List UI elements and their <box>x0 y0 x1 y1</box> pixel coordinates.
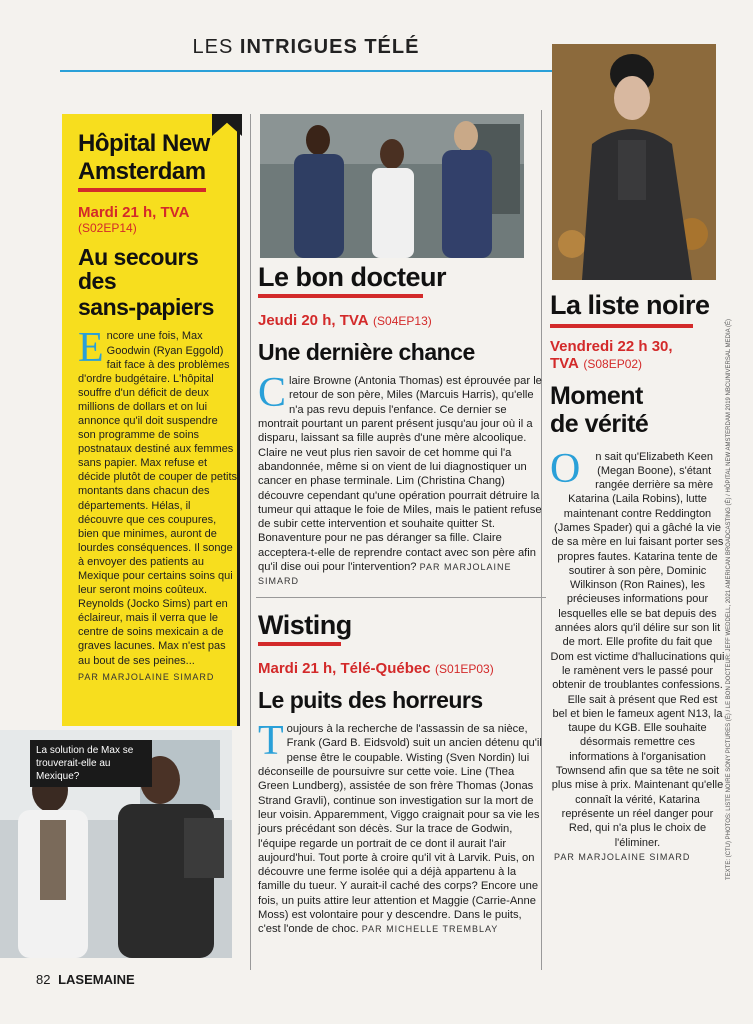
wisting-body <box>258 718 542 936</box>
bon-docteur-time: Jeudi 20 h, TVA <box>258 312 369 329</box>
bon-docteur-dropcap: C <box>258 370 287 417</box>
wisting-article <box>258 610 542 937</box>
wisting-headline: Le puits des horreurs <box>258 687 483 713</box>
wisting-byline: PAR MICHELLE TREMBLAY <box>361 924 499 935</box>
header-bold: INTRIGUES TÉLÉ <box>239 36 420 58</box>
wisting-redbar <box>258 642 341 646</box>
bon-docteur-body <box>258 370 542 588</box>
liste-noire-time-2: TVA <box>550 355 579 372</box>
bon-docteur-title: Le bon docteur <box>258 262 446 292</box>
liste-noire-time-1: Vendredi 22 h 30, <box>550 338 673 355</box>
hopital-byline: PAR MARJOLAINE SIMARD <box>78 671 215 682</box>
liste-noire-headline-2: de vérité <box>550 410 649 439</box>
liste-noire-dropcap: O <box>550 445 581 492</box>
liste-noire-body-2: Elle sait à présent que Red est bel et bien le fameux agent N13, la taupe du KGB. Elle souhaite désormais remettre ces informations à l'organisation Townsend afin que sa tête ne soit plus mise à prix. Maintenant qu'elle connaît la vérité, Katarina représente un réel danger pour Red, qui n'a plus le choix de l'éliminer. <box>551 693 724 849</box>
hopital-title-2: Amsterdam <box>78 158 206 185</box>
hopital-dropcap: E <box>78 325 104 372</box>
column-divider-left <box>250 114 251 970</box>
wisting-dropcap: T <box>258 718 284 765</box>
liste-noire-redbar <box>550 324 693 328</box>
bon-docteur-body-text: laire Browne (Antonia Thomas) est éprouvée par le retour de son père, Miles (Marcuis Harris), qu'elle n'a pas revu depuis l'enfance. Ce dernier se montrait pourtant un parent présent jusqu'au jour où il a disparu, laissant sa fille auprès d'une mère alcoolique. Claire ne veut plus rien savoir de cet homme qui l'a abandonnée, même si on vient de lui diagnostiquer un cancer en phase terminale. Lim (Christina Chang) découvre cependant qu'une opération pourrait détruire la tumeur qui attaque le foie de Miles, mais le patient refuse de subir cette intervention et souhaite quitter St. Bonaventure pour ne pas déranger sa fille. Claire acceptera-t-elle de reprendre contact avec son père afin qu'il dise oui pour l'intervention? <box>258 375 542 573</box>
header-prefix: LES <box>192 36 240 58</box>
wisting-body-text: oujours à la recherche de l'assassin de sa nièce, Frank (Gard B. Eidsvold) suit un ancien détenu qu'il pense être le coupable. Wisting (Sven Nordin) lui déconseille de poursuivre sur cette voie. Line (Thea Green Lundberg), assistée de son frère Thomas (Jonas Strand Gravli), continue son investigation sur la mort de leur voisin. Apparemment, Viggo craignait pour sa vie les jours précédant son décès. Sur la trace de Godwin, l'équipe regarde un portrait de ce dont il aurait l'air aujourd'hui. Tout porte à croire qu'il vit à Larvik. Puis, on découvre une ferme isolée qui a déjà appartenu à la famille du tueur. Y aurait-il caché des corps? Encore une fois, un puits attire leur attention et Maggie (Carrie-Anne Moss) est volontaire pour y descendre. Dans le puits, c'est l'onde de choc. <box>258 723 542 936</box>
hopital-caption: La solution de Max se trouverait-elle au Mexique? <box>30 740 152 787</box>
header-divider <box>60 70 552 72</box>
hopital-body-text: ncore une fois, Max Goodwin (Ryan Eggold) fait face à des problèmes d'ordre budgétaire. L'hôpital souffre d'un déficit de deux millions de dollars et on lui annonce qu'il doit suspendre son programme de soins postnataux destiné aux femmes sans papier. Max refuse et décide plutôt de couper de petits montants dans chacun des départements. Hélas, il découvre que ces coupures, bien que minimes, auront de lourdes conséquences. Il songe à envoyer des patients au Mexique pour certains soins qui leur seront moins coûteux. Reynolds (Jocko Sims) part en éclaireur, mais il verra que le centre de soins mexicain a de graves lacunes. Max n'est pas au bout de ses peines... <box>78 330 238 667</box>
bon-docteur-article <box>258 262 542 589</box>
hopital-body <box>78 325 238 667</box>
bon-docteur-byline: PAR MARJOLAINE SIMARD <box>258 562 512 587</box>
hopital-title-1: Hôpital New <box>78 130 210 157</box>
bon-docteur-episode: (S04EP13) <box>373 314 432 328</box>
section-header <box>60 36 552 59</box>
footer-brand: LASEMAINE <box>58 972 135 987</box>
liste-noire-byline: PAR MARJOLAINE SIMARD <box>554 851 691 862</box>
photo-credits-text: TEXTE: (CTU) PHOTOS: LISTE NOIRE SONY PICTURES (É) / LE BON DOCTEUR: JEFF WEDDELL, 2021 AMERICAN BROADCASTING (É) / HÔPITAL NEW AMSTERDAM 2019 NBCUNIVERSAL MEDIA (É) <box>726 319 732 880</box>
liste-noire-body-1: n sait qu'Elizabeth Keen (Megan Boone), s'étant rangée derrière sa mère Katarina (Laila Robins), lutte maintenant contre Reddington (James Spader) qui a gâché la vie de sa mère en lui faisant porter ses propres fautes. Katarina tente de soutirer à son père, Dominic Wilkinson (Ron Raines), les précieuses informations pour lesquelles elle se bat depuis des années alors qu'il délire sur son lit de mort. Elle profite du fait que Dom est victime d'hallucinations qui le ramènent vers le passé pour obtenir de troublantes confessions. <box>550 450 725 692</box>
hopital-headline-2: sans-papiers <box>78 294 214 321</box>
photo-credits <box>726 319 736 880</box>
hopital-time: Mardi 21 h, TVA <box>78 204 190 221</box>
liste-noire-title: La liste noire <box>550 290 710 320</box>
wisting-episode: (S01EP03) <box>435 662 494 676</box>
hopital-episode: (S02EP14) <box>78 221 137 235</box>
page-footer <box>36 972 135 987</box>
bon-docteur-redbar <box>258 294 423 298</box>
liste-noire-episode: (S08EP02) <box>583 357 643 371</box>
bon-docteur-photo <box>260 114 524 258</box>
liste-noire-headline-1: Moment <box>550 382 643 410</box>
wisting-time: Mardi 21 h, Télé-Québec <box>258 660 431 677</box>
liste-noire-body <box>550 445 725 693</box>
bon-docteur-headline: Une dernière chance <box>258 339 475 365</box>
wisting-title: Wisting <box>258 610 352 640</box>
page-number: 82 <box>36 972 51 987</box>
liste-noire-photo <box>552 44 716 280</box>
section-divider <box>256 597 546 598</box>
liste-noire-article <box>550 290 725 862</box>
hopital-redbar <box>78 188 206 192</box>
hopital-headline-1: Au secours des <box>78 244 199 295</box>
hopital-article <box>78 130 238 682</box>
